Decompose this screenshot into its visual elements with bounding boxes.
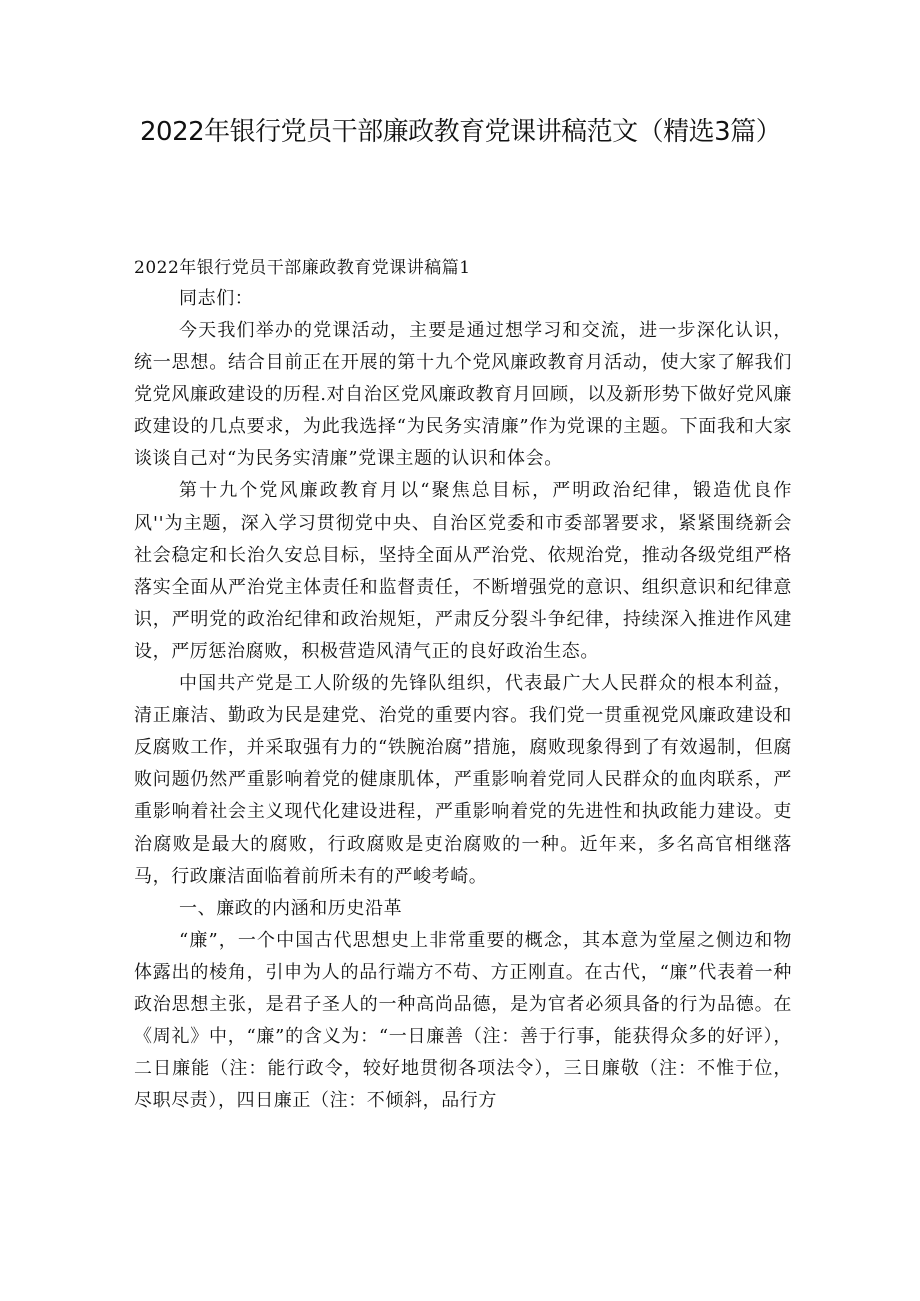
paragraph-party-integrity: 中国共产党是工人阶级的先锋队组织，代表最广大人民群众的根本利益，清正廉洁、勤政为民是建党、治党的重要内容。我们党一贯重视党风廉政建设和反腐败工作，并采取强有力的“铁腕治腐”措施，腐败现象得到了有效遏制，但腐败问题仍然严重影响着党的健康肌体，严重影响着党同人民群众的血肉联系，严重影响着社会主义现代化建设进程，严重影响着党的先进性和执政能力建设。吏治腐败是最大的腐败，行政腐败是吏治腐败的一种。近年来，多名高官相继落马，行政廉洁面临着前所未有的严峻考崎。	[134, 673, 792, 887]
salutation: 同志们：	[179, 288, 254, 309]
paragraph-lian-meaning: “廉”，一个中国古代思想史上非常重要的概念，其本意为堂屋之侧边和物体露出的棱角，引申为人的品行端方不苟、方正刚直。在古代，“廉”代表着一种政治思想主张，是君子圣人的一种高尚品德，是为官者必须具备的行为品德。在《周礼》中，“廉”的含义为：“一日廉善（注：善于行事，能获得众多的好评），二日廉能（注：能行政令，较好地贯彻各项法令），三日廉敬（注：不惟于位，尽职尽责），四日廉正（注：不倾斜，品行方	[134, 929, 792, 1112]
document-title: 2022年银行党员干部廉政教育党课讲稿范文（精选3篇）	[140, 117, 782, 147]
paragraph-education-month: 第十九个党风廉政教育月以“聚焦总目标，严明政治纪律，锻造优良作风''为主题，深入学习贯彻党中央、自治区党委和市委部署要求，紧紧围绕新会社会稳定和长治久安总目标，坚持全面从严治党、依规治党，推动各级党组严格落实全面从严治党主体责任和监督责任，不断增强党的意识、组织意识和纪律意识，严明党的政治纪律和政治规矩，严肃反分裂斗争纪律，持续深入推进作风建设，严厉惩治腐败，积极营造风清气正的良好政治生态。	[134, 480, 792, 662]
document-body	[134, 253, 792, 1117]
section-heading: 2022年银行党员干部廉政教育党课讲稿篇1	[134, 258, 471, 278]
paragraph-intro: 今天我们举办的党课活动，主要是通过想学习和交流，进一步深化认识，统一思想。结合目前正在开展的第十九个党风廉政教育月活动，使大家了解我们党党风廉政建设的历程.对自治区党风廉政教育月回顾，以及新形势下做好党风廉政建设的几点要求，为此我选择“为民务实清廉”作为党课的主题。下面我和大家谈谈自己对“为民务实清廉”党课主题的认识和体会。	[134, 320, 792, 470]
subheading-integrity-history: 一、廉政的内涵和历史沿革	[179, 897, 403, 919]
